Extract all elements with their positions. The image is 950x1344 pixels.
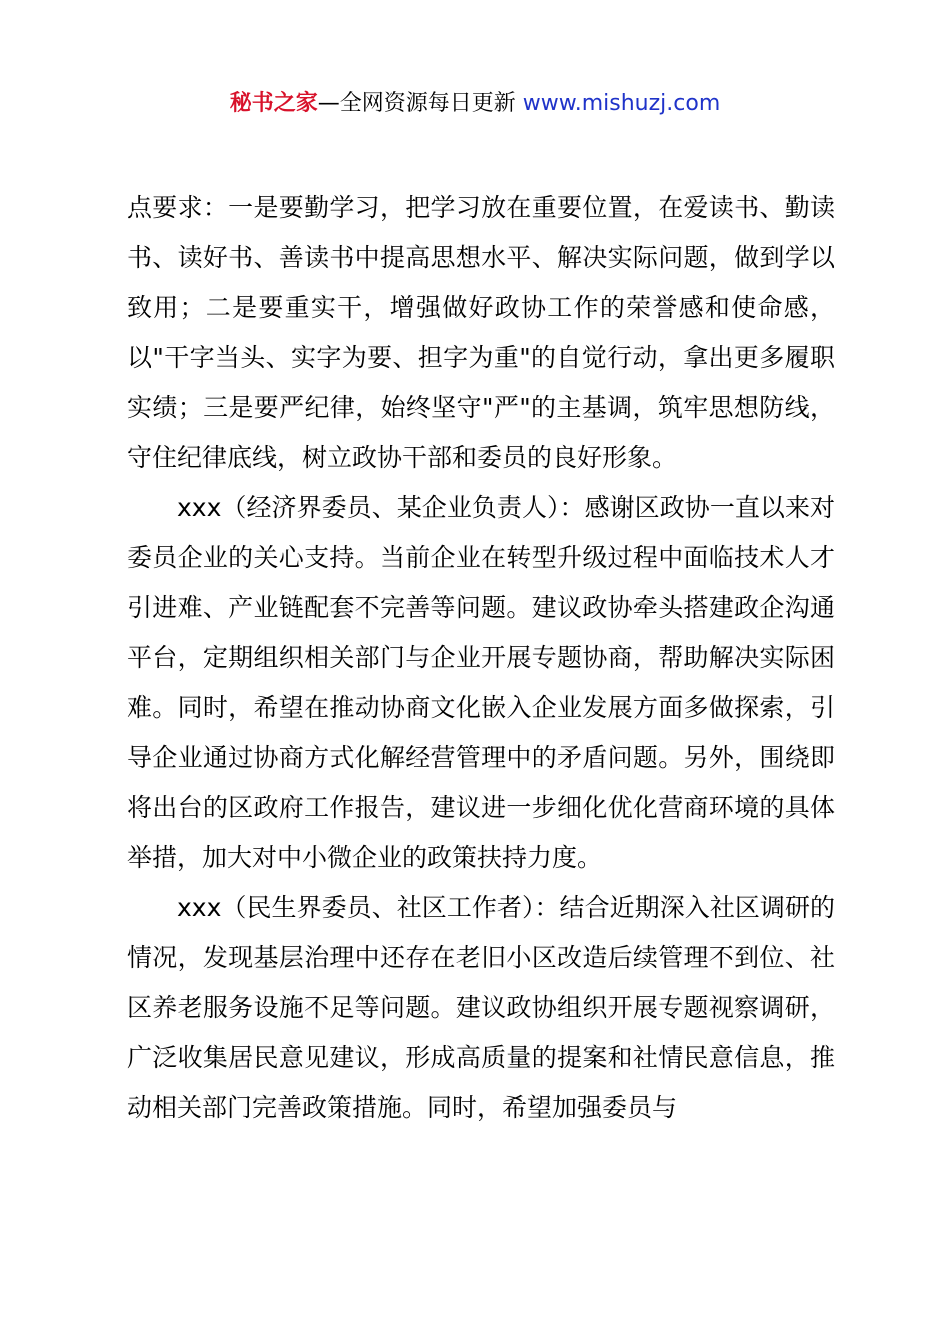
header-url-link[interactable]: www.mishuzj.com (522, 91, 721, 116)
paragraph-livelihood-member: xxx（民生界委员、社区工作者）：结合近期深入社区调研的情况，发现基层治理中还存在老旧小区改造后续管理不到位、社区养老服务设施不足等问题。建议政协组织开展专题视察调研，广泛收集居民意见建议，形成高质量的提案和社情民意信息，推动相关部门完善政策措施。同时，希望加强委员与 (127, 893, 835, 1122)
document-body (127, 183, 835, 1133)
header-brand: 秘书之家 (229, 91, 318, 116)
paragraph-continuation: 点要求：一是要勤学习，把学习放在重要位置，在爱读书、勤读书、读好书、善读书中提高思想水平、解决实际问题，做到学以致用；二是要重实干，增强做好政协工作的荣誉感和使命感，以"干字当头、实字为要、担字为重"的自觉行动，拿出更多履职实绩；三是要严纪律，始终坚守"严"的主基调，筑牢思想防线，守住纪律底线，树立政协干部和委员的良好形象。 (127, 193, 835, 472)
site-header (0, 88, 950, 120)
header-slogan: —全网资源每日更新 (317, 91, 523, 116)
paragraph-economic-member: xxx（经济界委员、某企业负责人）：感谢区政协一直以来对委员企业的关心支持。当前企业在转型升级过程中面临技术人才引进难、产业链配套不完善等问题。建议政协牵头搭建政企沟通平台，定期组织相关部门与企业开展专题协商，帮助解决实际困难。同时，希望在推动协商文化嵌入企业发展方面多做探索，引导企业通过协商方式化解经营管理中的矛盾问题。另外，围绕即将出台的区政府工作报告，建议进一步细化优化营商环境的具体举措，加大对中小微企业的政策扶持力度。 (127, 493, 835, 872)
